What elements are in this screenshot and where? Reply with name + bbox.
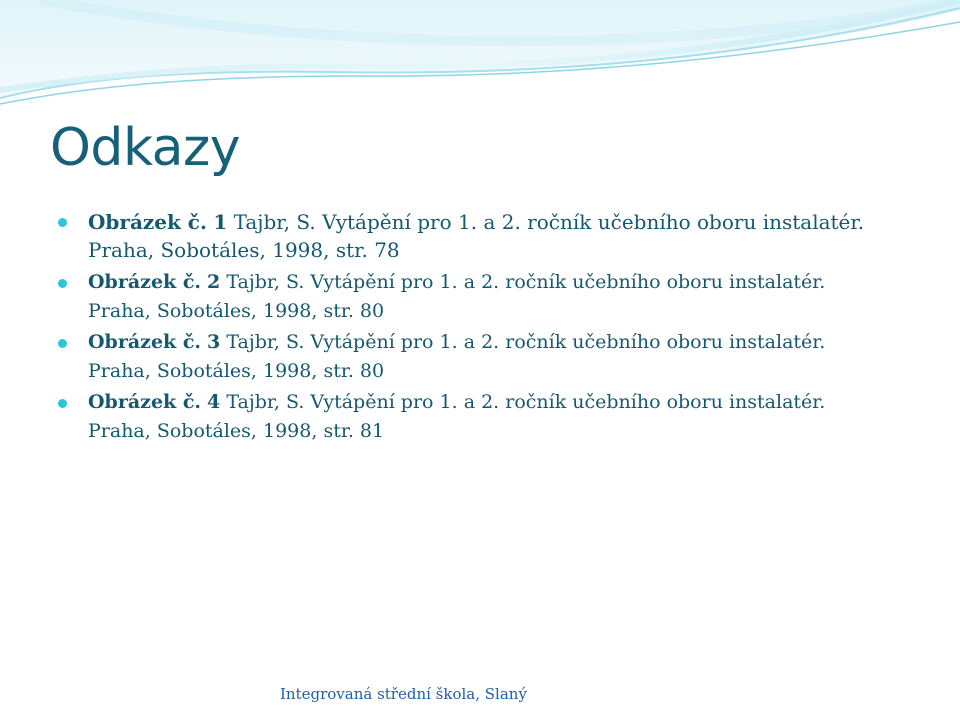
reference-label: Obrázek č.: [88, 271, 201, 293]
reference-label: Obrázek č.: [88, 391, 201, 413]
slide-title: Odkazy: [50, 118, 241, 178]
reference-text: Tajbr, S. Vytápění pro 1. a 2. ročník učebního oboru instalatér.: [233, 210, 865, 234]
list-item: [58, 268, 938, 326]
reference-text: Tajbr, S. Vytápění pro 1. a 2. ročník učebního oboru instalatér.: [226, 331, 826, 353]
header-wave-decoration: [0, 0, 960, 110]
bullet-icon: [58, 218, 67, 227]
reference-number: 3: [207, 331, 221, 353]
reference-source: Praha, Sobotáles, 1998, str. 81: [88, 420, 385, 442]
bullet-icon: [58, 279, 67, 288]
reference-number: 4: [207, 391, 221, 413]
reference-number: 2: [207, 271, 221, 293]
footer-school-name: Integrovaná střední škola, Slaný: [280, 685, 527, 703]
list-item: [58, 208, 938, 264]
list-item: [58, 388, 938, 446]
reference-source: Praha, Sobotáles, 1998, str. 78: [88, 238, 400, 262]
list-item: [58, 328, 938, 386]
reference-source: Praha, Sobotáles, 1998, str. 80: [88, 300, 385, 322]
bullet-icon: [58, 339, 67, 348]
reference-label: Obrázek č.: [88, 210, 207, 234]
bullet-icon: [58, 399, 67, 408]
reference-source: Praha, Sobotáles, 1998, str. 80: [88, 360, 385, 382]
reference-number: 1: [213, 210, 228, 234]
reference-text: Tajbr, S. Vytápění pro 1. a 2. ročník učebního oboru instalatér.: [226, 271, 826, 293]
reference-label: Obrázek č.: [88, 331, 201, 353]
reference-list: [58, 208, 938, 448]
reference-text: Tajbr, S. Vytápění pro 1. a 2. ročník učebního oboru instalatér.: [226, 391, 826, 413]
